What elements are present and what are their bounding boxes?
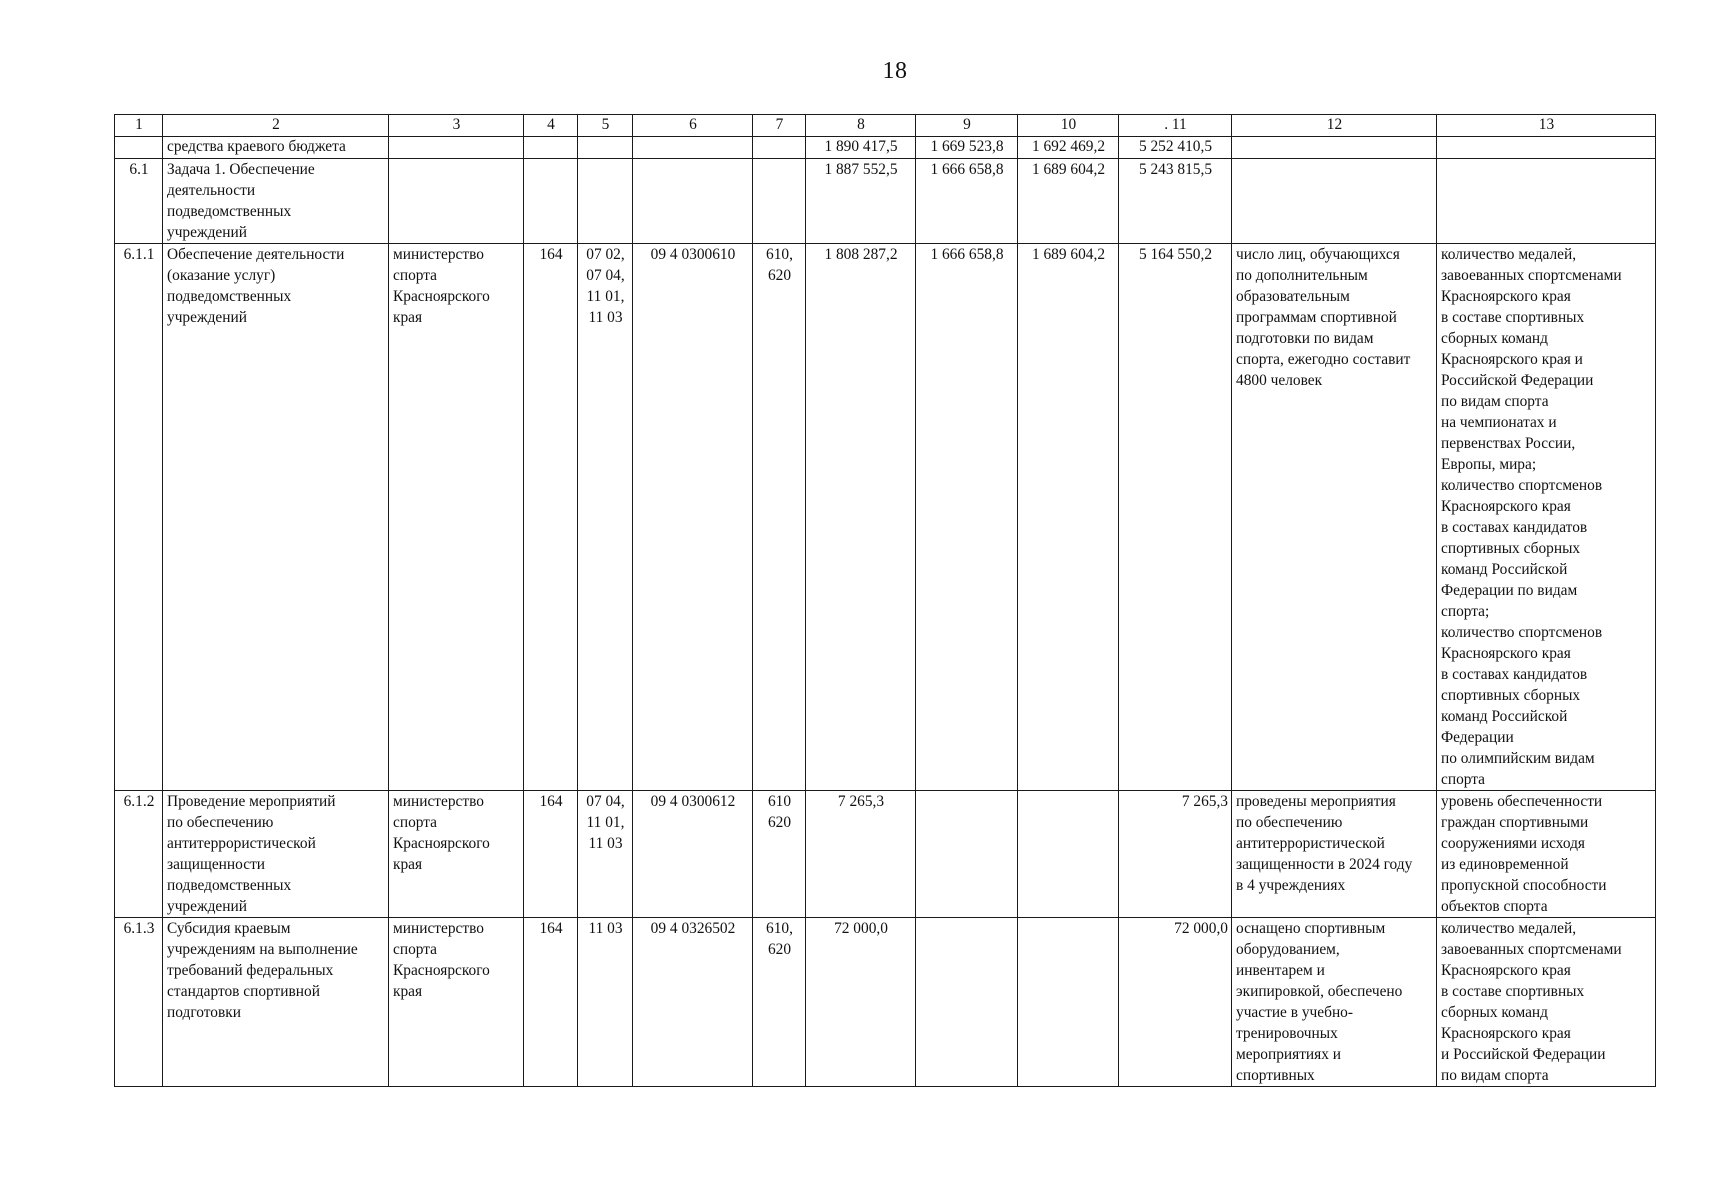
result-cell — [1232, 159, 1437, 244]
grbs-cell — [524, 137, 578, 159]
col-header-6: 6 — [633, 115, 753, 137]
ministry-cell: министерство спорта Красноярского края — [389, 244, 524, 791]
col-header-4: 4 — [524, 115, 578, 137]
row-name-cell: Субсидия краевым учреждениям на выполнение требований федеральных стандартов спортивной подготовки — [163, 918, 389, 1087]
row-num-cell: 6.1.3 — [115, 918, 163, 1087]
col-header-7: 7 — [753, 115, 806, 137]
column-number-row — [115, 115, 1656, 137]
amount-col8-cell: 1 887 552,5 — [806, 159, 916, 244]
amount-col9-cell: 1 666 658,8 — [916, 244, 1018, 791]
amount-col8-cell: 72 000,0 — [806, 918, 916, 1087]
col-header-8: 8 — [806, 115, 916, 137]
col-header-9: 9 — [916, 115, 1018, 137]
indicator-cell: уровень обеспеченности граждан спортивными сооружениями исходя из единовременной пропускной способности объектов спорта — [1437, 791, 1656, 918]
grbs-cell — [524, 159, 578, 244]
grbs-cell: 164 — [524, 244, 578, 791]
grbs-cell: 164 — [524, 791, 578, 918]
row-name-cell: Обеспечение деятельности (оказание услуг) подведомственных учреждений — [163, 244, 389, 791]
indicator-cell — [1437, 137, 1656, 159]
amount-col8-cell: 1 808 287,2 — [806, 244, 916, 791]
rzpr-cell: 11 03 — [578, 918, 633, 1087]
amount-col10-cell: 1 689 604,2 — [1018, 159, 1119, 244]
row-name-cell: средства краевого бюджета — [163, 137, 389, 159]
rzpr-cell — [578, 137, 633, 159]
col-header-1: 1 — [115, 115, 163, 137]
program-table — [114, 114, 1656, 1087]
result-cell: проведены мероприятия по обеспечению антитеррористической защищенности в 2024 году в 4 учреждениях — [1232, 791, 1437, 918]
csr-cell — [633, 137, 753, 159]
col-header-5: 5 — [578, 115, 633, 137]
amount-col10-cell: 1 692 469,2 — [1018, 137, 1119, 159]
amount-total-cell: 5 252 410,5 — [1119, 137, 1232, 159]
result-cell: оснащено спортивным оборудованием, инвентарем и экипировкой, обеспечено участие в учебно- тренировочных мероприятиях и спортивных — [1232, 918, 1437, 1087]
csr-cell: 09 4 0300612 — [633, 791, 753, 918]
table-row-task-1 — [115, 159, 1656, 244]
col-header-10: 10 — [1018, 115, 1119, 137]
vr-cell — [753, 159, 806, 244]
csr-cell: 09 4 0326502 — [633, 918, 753, 1087]
amount-total-cell: 5 164 550,2 — [1119, 244, 1232, 791]
table-row-6-1-1 — [115, 244, 1656, 791]
vr-cell: 610, 620 — [753, 918, 806, 1087]
ministry-cell: министерство спорта Красноярского края — [389, 918, 524, 1087]
amount-col9-cell: 1 666 658,8 — [916, 159, 1018, 244]
csr-cell — [633, 159, 753, 244]
col-header-12: 12 — [1232, 115, 1437, 137]
row-num-cell: 6.1 — [115, 159, 163, 244]
ministry-cell: министерство спорта Красноярского края — [389, 791, 524, 918]
row-num-cell: 6.1.2 — [115, 791, 163, 918]
row-num-cell: 6.1.1 — [115, 244, 163, 791]
indicator-cell: количество медалей, завоеванных спортсменами Красноярского края в составе спортивных сборных команд Красноярского края и Российской Федерации по видам спорта на чемпионатах и первенствах России, Европы, мира; количество спортсменов Красноярского края в составах кандидатов спортивных сборных команд Российской Федерации по видам спорта; количество спортсменов Красноярского края в составах кандидатов спортивных сборных команд Российской Федерации по олимпийским видам спорта — [1437, 244, 1656, 791]
rzpr-cell: 07 04, 11 01, 11 03 — [578, 791, 633, 918]
ministry-cell — [389, 137, 524, 159]
amount-col10-cell — [1018, 918, 1119, 1087]
table-row-regional-budget — [115, 137, 1656, 159]
amount-col9-cell — [916, 918, 1018, 1087]
col-header-3: 3 — [389, 115, 524, 137]
rzpr-cell — [578, 159, 633, 244]
row-num-cell — [115, 137, 163, 159]
amount-col10-cell: 1 689 604,2 — [1018, 244, 1119, 791]
indicator-cell: количество медалей, завоеванных спортсменами Красноярского края в составе спортивных сборных команд Красноярского края и Российской Федерации по видам спорта — [1437, 918, 1656, 1087]
amount-col8-cell: 7 265,3 — [806, 791, 916, 918]
row-name-cell: Задача 1. Обеспечение деятельности подведомственных учреждений — [163, 159, 389, 244]
table-row-6-1-3 — [115, 918, 1656, 1087]
table-row-6-1-2 — [115, 791, 1656, 918]
result-cell: число лиц, обучающихся по дополнительным образовательным программам спортивной подготовки по видам спорта, ежегодно составит 4800 человек — [1232, 244, 1437, 791]
col-header-13: 13 — [1437, 115, 1656, 137]
col-header-11: . 11 — [1119, 115, 1232, 137]
amount-col9-cell — [916, 791, 1018, 918]
vr-cell: 610, 620 — [753, 244, 806, 791]
result-cell — [1232, 137, 1437, 159]
vr-cell — [753, 137, 806, 159]
amount-col10-cell — [1018, 791, 1119, 918]
ministry-cell — [389, 159, 524, 244]
rzpr-cell: 07 02, 07 04, 11 01, 11 03 — [578, 244, 633, 791]
row-name-cell: Проведение мероприятий по обеспечению антитеррористической защищенности подведомственных учреждений — [163, 791, 389, 918]
amount-col8-cell: 1 890 417,5 — [806, 137, 916, 159]
col-header-2: 2 — [163, 115, 389, 137]
page-number: 18 — [882, 58, 908, 84]
amount-col9-cell: 1 669 523,8 — [916, 137, 1018, 159]
amount-total-cell: 7 265,3 — [1119, 791, 1232, 918]
indicator-cell — [1437, 159, 1656, 244]
grbs-cell: 164 — [524, 918, 578, 1087]
amount-total-cell: 72 000,0 — [1119, 918, 1232, 1087]
amount-total-cell: 5 243 815,5 — [1119, 159, 1232, 244]
csr-cell: 09 4 0300610 — [633, 244, 753, 791]
vr-cell: 610 620 — [753, 791, 806, 918]
